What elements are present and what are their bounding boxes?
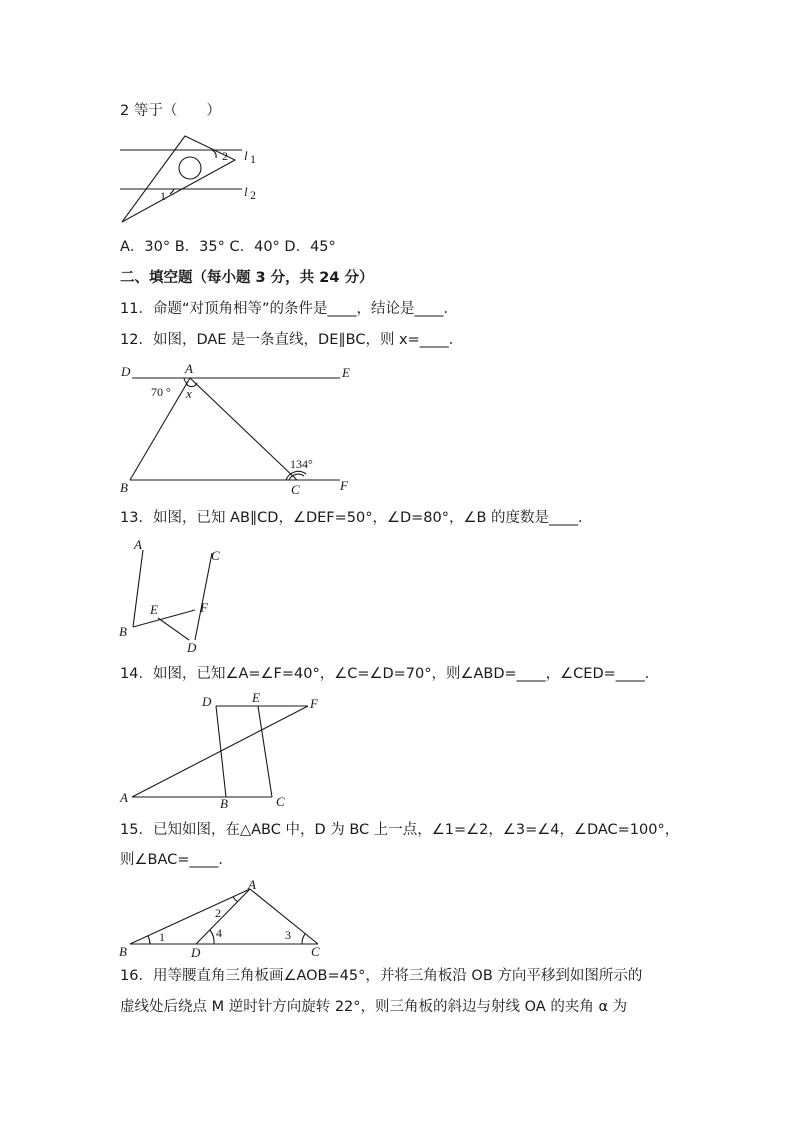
q10-options: A．30° B．35° C．40° D．45° [120, 239, 336, 255]
q14-label-B: B [220, 796, 228, 811]
q12-label-C: C [291, 482, 300, 497]
q15-line2: 则∠BAC=____． [120, 852, 233, 868]
q13-text: 13．如图，已知 AB∥CD，∠DEF=50°，∠D=80°，∠B 的度数是____． [120, 510, 593, 526]
q13-label-D: D [187, 640, 197, 655]
q15-angle-2: 2 [215, 906, 221, 920]
l1-sub: 1 [250, 152, 256, 166]
q12-label-D: D [121, 364, 131, 379]
q12-label-B: B [120, 480, 128, 495]
q15-label-B: B [119, 944, 127, 959]
q14-label-A: A [120, 790, 128, 805]
q11-text: 11．命题“对顶角相等”的条件是____，结论是____． [120, 301, 458, 317]
q12-angle-70: 70 ° [151, 385, 171, 399]
q12-label-x: x [186, 386, 192, 401]
q13-label-B: B [119, 624, 127, 639]
l2-sub: 2 [250, 188, 256, 202]
q14-label-C: C [276, 794, 285, 809]
q12-angle-134: 134° [290, 457, 313, 471]
q14-text: 14．如图，已知∠A=∠F=40°，∠C=∠D=70°，则∠ABD=____，∠CED=____． [120, 666, 660, 682]
q15-angle-1: 1 [159, 930, 165, 944]
q12-label-F: F [340, 478, 348, 493]
q12-label-E: E [342, 365, 350, 380]
q15-angle-4: 4 [216, 926, 222, 940]
q13-label-C: C [211, 548, 220, 563]
section-title: 二、填空题（每小题 3 分，共 24 分） [120, 270, 374, 286]
q15-label-D: D [191, 945, 201, 960]
q12-label-A: A [185, 361, 193, 376]
q13-label-A: A [134, 537, 142, 552]
q12-text: 12．如图，DAE 是一条直线，DE∥BC，则 x=____． [120, 332, 464, 348]
q10-text: 2 等于（ ） [120, 103, 221, 119]
angle-1-label: 1 [160, 189, 166, 203]
q16-line2: 虚线处后绕点 M 逆时针方向旋转 22°，则三角板的斜边与射线 OA 的夹角 α 为 [120, 999, 628, 1015]
q15-line1: 15．已知如图，在△ABC 中，D 为 BC 上一点，∠1=∠2，∠3=∠4，∠DAC=100°， [120, 822, 680, 838]
l2-label: l [244, 184, 248, 199]
angle-2-label: 2 [222, 149, 228, 163]
q13-label-E: E [150, 602, 158, 617]
q15-label-C: C [311, 944, 320, 959]
q13-label-F: F [200, 600, 208, 615]
q14-label-F: F [310, 696, 318, 711]
q15-label-A: A [248, 877, 256, 892]
q15-angle-3: 3 [285, 928, 291, 942]
q16-line1: 16．用等腰直角三角板画∠AOB=45°，并将三角板沿 OB 方向平移到如图所示的 [120, 968, 643, 984]
l1-label: l [244, 148, 248, 163]
q14-label-E: E [252, 690, 260, 705]
q14-label-D: D [202, 694, 212, 709]
